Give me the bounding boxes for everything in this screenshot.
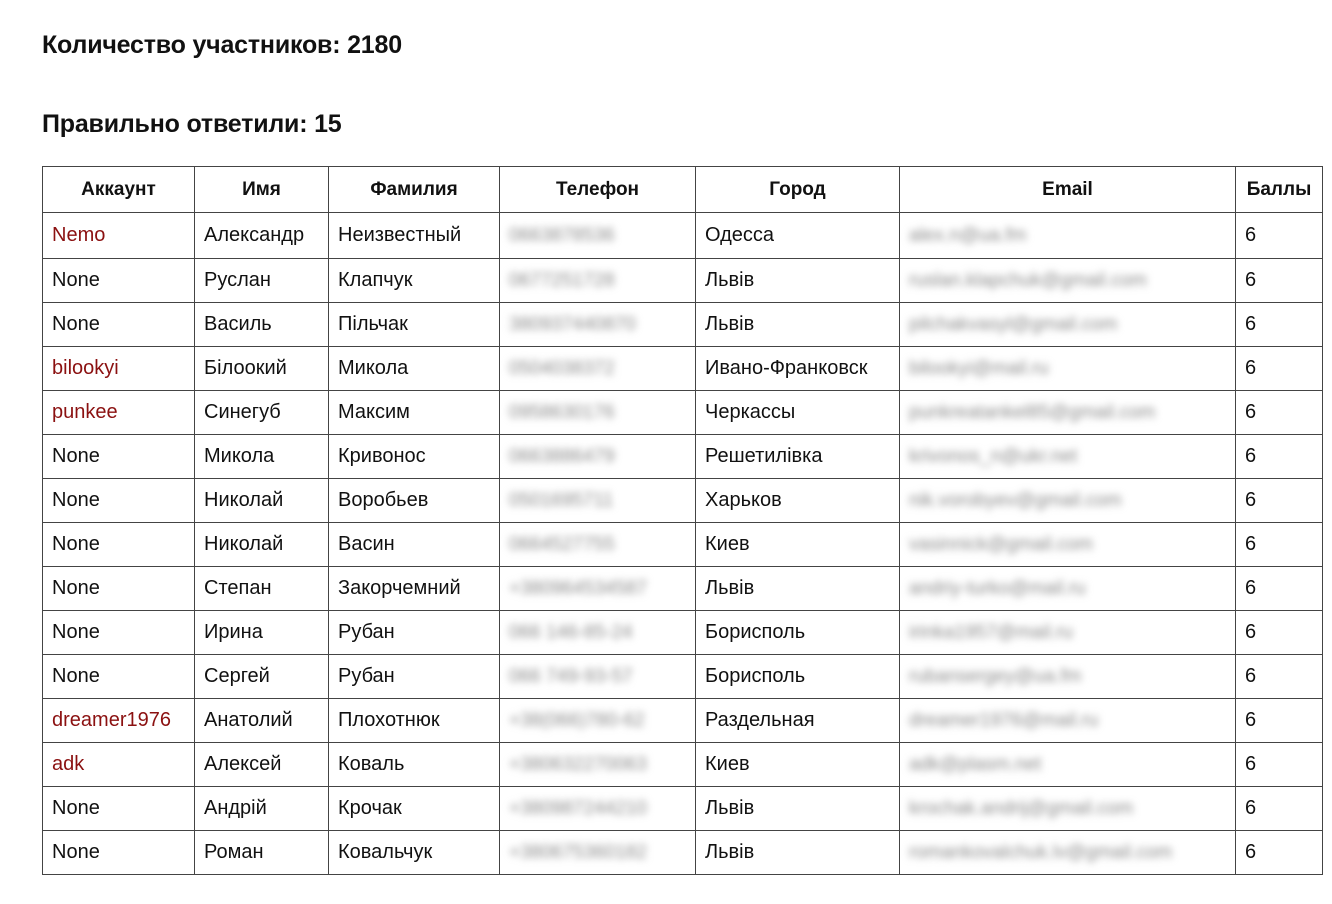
table-body [43, 213, 1323, 875]
last-name-cell: Коваль [329, 743, 500, 787]
email-cell [900, 611, 1236, 655]
phone-cell [500, 611, 696, 655]
account-cell: None [43, 567, 195, 611]
account-cell[interactable]: bilookyi [43, 347, 195, 391]
phone-cell [500, 699, 696, 743]
account-cell: None [43, 831, 195, 875]
last-name-cell: Микола [329, 347, 500, 391]
account-cell[interactable]: punkee [43, 391, 195, 435]
last-name-cell: Клапчук [329, 259, 500, 303]
phone-cell-text: 0663886479 [509, 446, 615, 467]
phone-cell-text: 0501695711 [509, 490, 614, 511]
table-row [43, 831, 1323, 875]
phone-cell-text: 0663878536 [509, 225, 615, 246]
first-name-cell: Руслан [195, 259, 329, 303]
header-first-name: Имя [195, 167, 329, 213]
first-name-cell: Николай [195, 479, 329, 523]
city-cell: Борисполь [696, 655, 900, 699]
score-cell: 6 [1236, 259, 1323, 303]
phone-cell [500, 787, 696, 831]
header-account: Аккаунт [43, 167, 195, 213]
first-name-cell: Ирина [195, 611, 329, 655]
last-name-cell: Воробьев [329, 479, 500, 523]
phone-cell [500, 303, 696, 347]
table-row [43, 611, 1323, 655]
last-name-cell: Крочак [329, 787, 500, 831]
account-cell[interactable]: dreamer1976 [43, 699, 195, 743]
first-name-cell: Синегуб [195, 391, 329, 435]
email-cell-text: bilookyi@mail.ru [909, 358, 1049, 379]
score-cell: 6 [1236, 611, 1323, 655]
email-cell-text: dreamer1976@mail.ru [909, 710, 1099, 731]
first-name-cell: Василь [195, 303, 329, 347]
city-cell: Киев [696, 743, 900, 787]
first-name-cell: Роман [195, 831, 329, 875]
email-cell [900, 831, 1236, 875]
first-name-cell: Білоокий [195, 347, 329, 391]
score-cell: 6 [1236, 567, 1323, 611]
city-cell: Львів [696, 831, 900, 875]
score-cell: 6 [1236, 523, 1323, 567]
email-cell-text: punkreatankel85@gmail.com [909, 402, 1156, 423]
phone-cell [500, 347, 696, 391]
account-cell: None [43, 611, 195, 655]
table-row [43, 655, 1323, 699]
city-cell: Раздельная [696, 699, 900, 743]
phone-cell [500, 831, 696, 875]
city-cell: Харьков [696, 479, 900, 523]
email-cell [900, 303, 1236, 347]
last-name-cell: Пільчак [329, 303, 500, 347]
first-name-cell: Александр [195, 213, 329, 259]
score-cell: 6 [1236, 787, 1323, 831]
participants-count: Количество участников: 2180 [42, 31, 402, 59]
first-name-cell: Николай [195, 523, 329, 567]
phone-cell-text: +380964534587 [509, 578, 647, 599]
email-cell-text: vasinnick@gmail.com [909, 534, 1094, 555]
header-score: Баллы [1236, 167, 1323, 213]
table-row [43, 787, 1323, 831]
city-cell: Львів [696, 787, 900, 831]
first-name-cell: Анатолий [195, 699, 329, 743]
city-cell: Львів [696, 567, 900, 611]
score-cell: 6 [1236, 435, 1323, 479]
city-cell: Решетилівка [696, 435, 900, 479]
score-cell: 6 [1236, 743, 1323, 787]
score-cell: 6 [1236, 347, 1323, 391]
city-cell: Львів [696, 303, 900, 347]
email-cell [900, 435, 1236, 479]
phone-cell [500, 391, 696, 435]
last-name-cell: Плохотнюк [329, 699, 500, 743]
phone-cell-text: +38(066)780-62 [509, 710, 645, 731]
city-cell: Львів [696, 259, 900, 303]
table-row [43, 479, 1323, 523]
phone-cell [500, 213, 696, 259]
score-cell: 6 [1236, 699, 1323, 743]
table-row [43, 567, 1323, 611]
phone-cell [500, 567, 696, 611]
email-cell-text: nik.vorobyev@gmail.com [909, 490, 1122, 511]
email-cell [900, 213, 1236, 259]
email-cell-text: krochak.andrij@gmail.com [909, 798, 1134, 819]
results-table [42, 166, 1323, 875]
email-cell [900, 567, 1236, 611]
score-cell: 6 [1236, 831, 1323, 875]
city-cell: Ивано-Франковск [696, 347, 900, 391]
last-name-cell: Максим [329, 391, 500, 435]
last-name-cell: Васин [329, 523, 500, 567]
email-cell-text: krivonos_n@ukr.net [909, 446, 1078, 467]
email-cell [900, 743, 1236, 787]
last-name-cell: Неизвестный [329, 213, 500, 259]
score-cell: 6 [1236, 213, 1323, 259]
table-row [43, 303, 1323, 347]
first-name-cell: Микола [195, 435, 329, 479]
first-name-cell: Андрій [195, 787, 329, 831]
phone-cell [500, 655, 696, 699]
email-cell-text: adk@plasm.net [909, 754, 1042, 775]
email-cell-text: romankovalchuk.lv@gmail.com [909, 842, 1173, 863]
score-cell: 6 [1236, 655, 1323, 699]
city-cell: Борисполь [696, 611, 900, 655]
city-cell: Киев [696, 523, 900, 567]
last-name-cell: Кривонос [329, 435, 500, 479]
account-cell: None [43, 303, 195, 347]
email-cell [900, 523, 1236, 567]
account-cell: None [43, 523, 195, 567]
phone-cell [500, 259, 696, 303]
account-cell[interactable]: Nemo [43, 213, 195, 259]
account-cell: None [43, 435, 195, 479]
city-cell: Одесса [696, 213, 900, 259]
account-cell: None [43, 479, 195, 523]
city-cell: Черкассы [696, 391, 900, 435]
header-last-name: Фамилия [329, 167, 500, 213]
email-cell [900, 347, 1236, 391]
phone-cell-text: 066 749-93-57 [509, 666, 633, 687]
email-cell [900, 391, 1236, 435]
table-row [43, 213, 1323, 259]
email-cell-text: ruslan.klapchuk@gmail.com [909, 270, 1147, 291]
phone-cell [500, 743, 696, 787]
account-cell: None [43, 787, 195, 831]
table-header-row [43, 167, 1323, 213]
email-cell [900, 259, 1236, 303]
last-name-cell: Рубан [329, 611, 500, 655]
last-name-cell: Рубан [329, 655, 500, 699]
phone-cell-text: +380675360182 [509, 842, 647, 863]
table-row [43, 259, 1323, 303]
header-email: Email [900, 167, 1236, 213]
phone-cell-text: 0677251728 [509, 270, 615, 291]
table-row [43, 435, 1323, 479]
table-row [43, 699, 1323, 743]
account-cell[interactable]: adk [43, 743, 195, 787]
table-row [43, 347, 1323, 391]
table-row [43, 391, 1323, 435]
phone-cell-text: 066 146-85-24 [509, 622, 633, 643]
email-cell [900, 699, 1236, 743]
email-cell-text: irinka1957@mail.ru [909, 622, 1073, 643]
first-name-cell: Степан [195, 567, 329, 611]
phone-cell-text: 0958630176 [509, 402, 615, 423]
correct-answers-count: Правильно ответили: 15 [42, 110, 342, 138]
phone-cell-text: +380987244210 [509, 798, 647, 819]
email-cell-text: pilchakvasyl@gmail.com [909, 314, 1118, 335]
email-cell-text: andriy-turko@mail.ru [909, 578, 1086, 599]
table-row [43, 743, 1323, 787]
table-row [43, 523, 1323, 567]
phone-cell [500, 479, 696, 523]
score-cell: 6 [1236, 391, 1323, 435]
last-name-cell: Закорчемний [329, 567, 500, 611]
header-city: Город [696, 167, 900, 213]
account-cell: None [43, 655, 195, 699]
account-cell: None [43, 259, 195, 303]
score-cell: 6 [1236, 303, 1323, 347]
header-phone: Телефон [500, 167, 696, 213]
score-cell: 6 [1236, 479, 1323, 523]
email-cell [900, 655, 1236, 699]
last-name-cell: Ковальчук [329, 831, 500, 875]
email-cell [900, 787, 1236, 831]
phone-cell-text: 380937440870 [509, 314, 636, 335]
email-cell-text: rubansergey@ua.fm [909, 666, 1082, 687]
phone-cell [500, 435, 696, 479]
email-cell-text: alex.n@ua.fm [909, 225, 1027, 246]
phone-cell-text: 0504038372 [509, 358, 615, 379]
phone-cell-text: 0664527755 [509, 534, 615, 555]
first-name-cell: Сергей [195, 655, 329, 699]
phone-cell [500, 523, 696, 567]
email-cell [900, 479, 1236, 523]
phone-cell-text: +380632270063 [509, 754, 647, 775]
first-name-cell: Алексей [195, 743, 329, 787]
